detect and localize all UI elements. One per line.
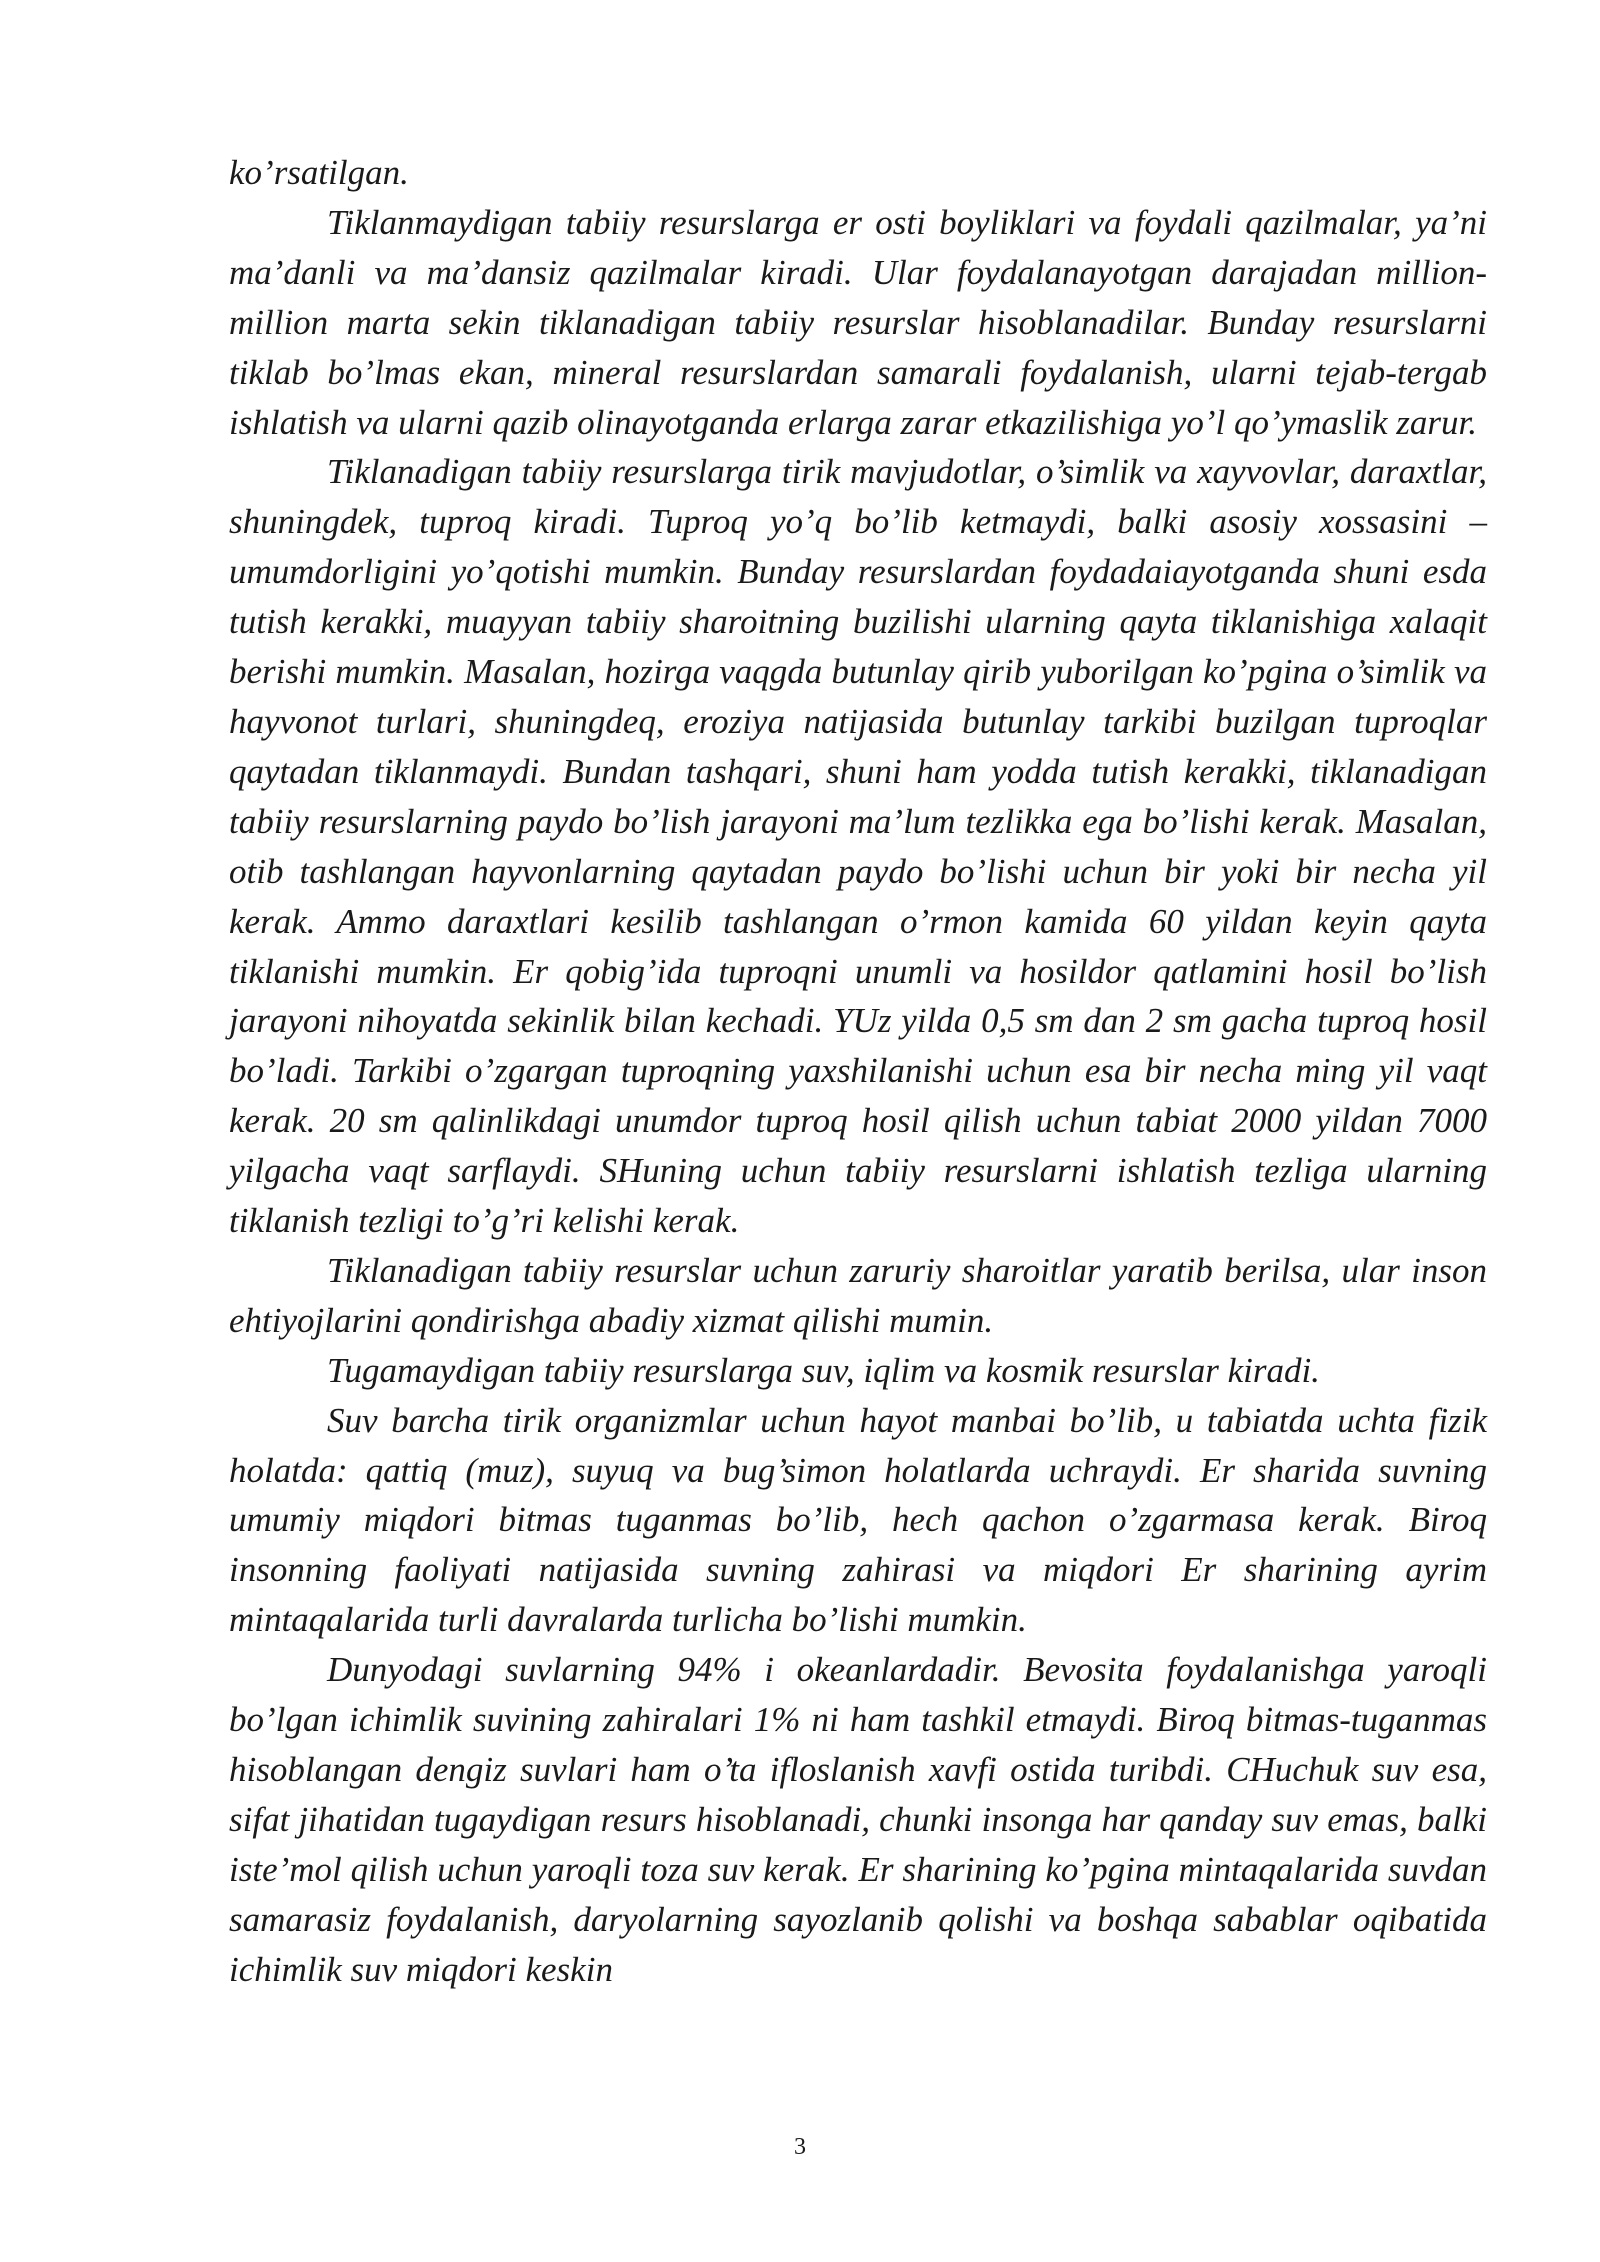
paragraph-2: Tiklanmaydigan tabiiy resurslarga er osti boyliklari va foydali qazilmalar, ya’ni ma’danli va ma’dansiz qazilmalar kiradi. Ular foydalanayotgan darajadan million-million marta sekin tiklanadigan tabiiy resurslar hisoblanadilar. Bunday resurslarni tiklab bo’lmas ekan, mineral resurslardan samarali foydalanish, ularni tejab-tergab ishlatish va ularni qazib olinayotganda erlarga zarar etkazilishiga yo’l qo’ymaslik zarur. [229, 202, 1487, 442]
paragraph-5: Tugamaydigan tabiiy resurslarga suv, iqlim va kosmik resurslar kiradi. [327, 1350, 1320, 1390]
document-body [229, 148, 1487, 1995]
page-number: 3 [794, 2134, 806, 2160]
paragraph-3: Tiklanadigan tabiiy resurslarga tirik mavjudotlar, o’simlik va xayvovlar, daraxtlar, shuningdek, tuproq kiradi. Tuproq yo’q bo’lib ketmaydi, balki asosiy xossasini – umumdorligini yo’qotishi mumkin. Bunday resurslardan foydadaiayotganda shuni esda tutish kerakki, muayyan tabiiy sharoitning buzilishi ularning qayta tiklanishiga xalaqit berishi mumkin. Masalan, hozirga vaqgda butunlay qirib yuborilgan ko’pgina o’simlik va hayvonot turlari, shuningdeq, eroziya natijasida butunlay tarkibi buzilgan tuproqlar qaytadan tiklanmaydi. Bundan tashqari, shuni ham yodda tutish kerakki, tiklanadigan tabiiy resurslarning paydo bo’lish jarayoni ma’lum tezlikka ega bo’lishi kerak. Masalan, otib tashlangan hayvonlarning qaytadan paydo bo’lishi uchun bir yoki bir necha yil kerak. Ammo daraxtlari kesilib tashlangan o’rmon kamida 60 yildan keyin qayta tiklanishi mumkin. Er qobig’ida tuproqni unumli va hosildor qatlamini hosil bo’lish jarayoni nihoyatda sekinlik bilan kechadi. YUz yilda 0,5 sm dan 2 sm gacha tuproq hosil bo’ladi. Tarkibi o’zgargan tuproqning yaxshilanishi uchun esa bir necha ming yil vaqt kerak. 20 sm qalinlikdagi unumdor tuproq hosil qilish uchun tabiat 2000 yildan 7000 yilgacha vaqt sarflaydi. SHuning uchun tabiiy resurslarni ishlatish tezliga ularning tiklanish tezligi to’g’ri kelishi kerak. [229, 452, 1487, 1241]
paragraph-7: Dunyodagi suvlarning 94% i okeanlardadir. Bevosita foydalanishga yaroqli bo’lgan ichimlik suvining zahiralari 1% ni ham tashkil etmaydi. Biroq bitmas-tuganmas hisoblangan dengiz suvlari ham o’ta ifloslanish xavfi ostida turibdi. CHuchuk suv esa, sifat jihatidan tugaydigan resurs hisoblanadi, chunki insonga har qanday suv emas, balki iste’mol qilish uchun yaroqli toza suv kerak. Er sharining ko’pgina mintaqalarida suvdan samarasiz foydalanish, daryolarning sayozlanib qolishi va boshqa sabablar oqibatida ichimlik suv miqdori keskin [229, 1650, 1487, 1989]
paragraph-4: Tiklanadigan tabiiy resurslar uchun zaruriy sharoitlar yaratib berilsa, ular inson ehtiyojlarini qondirishga abadiy xizmat qilishi mumin. [229, 1250, 1487, 1340]
paragraph-1: ko’rsatilgan. [229, 153, 409, 192]
paragraph-6: Suv barcha tirik organizmlar uchun hayot manbai bo’lib, u tabiatda uchta fizik holatda: qattiq (muz), suyuq va bug’simon holatlarda uchraydi. Er sharida suvning umumiy miqdori bitmas tuganmas bo’lib, hech qachon o’zgarmasa kerak. Biroq insonning faoliyati natijasida suvning zahirasi va miqdori Er sharining ayrim mintaqalarida turli davralarda turlicha bo’lishi mumkin. [229, 1400, 1487, 1640]
